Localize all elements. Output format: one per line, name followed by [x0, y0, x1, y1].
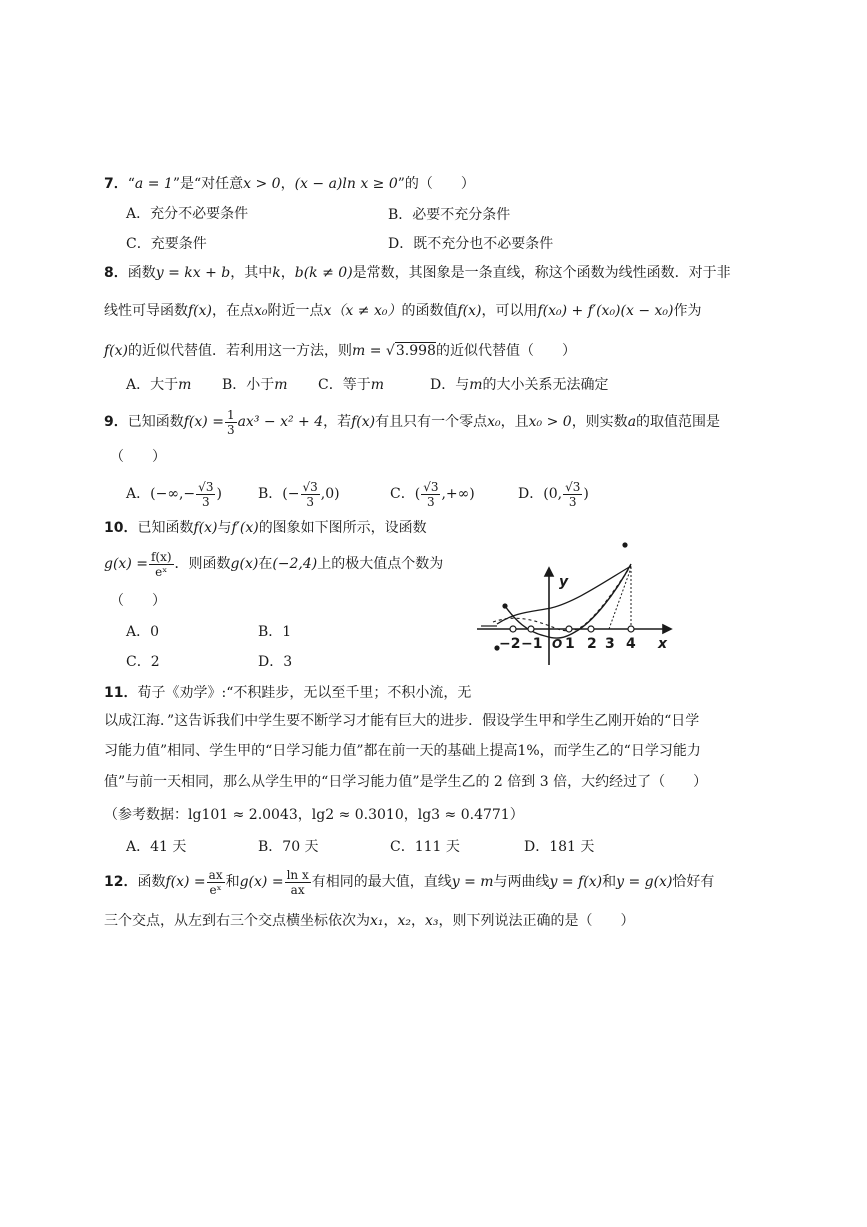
q8-option-a: A．大于m — [126, 377, 192, 393]
q7-stem: 7．“a = 1”是“对任意x > 0，(x − a)ln x ≥ 0”的（ ） — [104, 176, 475, 192]
q7-option-a: A．充分不必要条件 — [126, 206, 249, 222]
q9-number: 9． — [104, 414, 128, 430]
q9-option-a: A．(−∞,− $\frac{√3}{3}$ ) — [126, 479, 222, 509]
q8-line2: 线性可导函数f(x)，在点x₀附近一点x（x ≠ x₀）的函数值f(x)，可以用f(x₀) + f′(x₀)(x − x₀)作为 — [104, 303, 702, 319]
q7-option-b: B．必要不充分条件 — [388, 207, 511, 223]
tick-label: −1 — [521, 636, 543, 652]
q8-option-c: C．等于m — [318, 377, 384, 393]
q9-option-c: C．( $\frac{√3}{3}$ ,+∞) — [390, 479, 475, 509]
q10-option-d: D．3 — [258, 654, 293, 670]
tick-label: 1 — [565, 636, 575, 652]
tick-label: 2 — [587, 636, 597, 652]
y-axis-arrow — [545, 568, 553, 576]
q11-line4: 值”与前一天相同，那么从学生甲的“日学习能力值”是学生乙的 2 倍到 3 倍，大约经过了（ ） — [104, 774, 708, 790]
tick-label: 4 — [626, 636, 636, 652]
q11-line3: 习能力值”相同、学生甲的“日学习能力值”都在前一天的基础上提高1%，而学生乙的“日学习能力 — [104, 743, 701, 759]
tick-marker — [528, 626, 534, 632]
q8-option-b: B．小于m — [222, 377, 288, 393]
q10-paren: （ ） — [110, 593, 166, 609]
q11-option-b: B．70 天 — [258, 839, 319, 855]
tick-label: −2 — [499, 636, 521, 652]
q11-option-a: A．41 天 — [126, 839, 187, 855]
q10-option-b: B．1 — [258, 624, 292, 640]
q10-line2: g(x) = $\frac{f(x)}{\text{eˣ}}$ ．则函数g(x)在(−2,4)上的极大值点个数为 — [104, 549, 444, 579]
q10-number: 10． — [104, 520, 138, 536]
q10-option-c: C．2 — [126, 654, 160, 670]
q7-number: 7． — [104, 176, 128, 192]
q7-option-c: C．充要条件 — [126, 236, 207, 252]
q10-option-a: A．0 — [126, 624, 160, 640]
tick-label: 3 — [605, 636, 615, 652]
q10-function-graph — [475, 540, 675, 670]
y-axis-label: y — [559, 574, 569, 590]
q9-option-b: B．(− $\frac{√3}{3}$ ,0) — [258, 479, 340, 509]
q11-number: 11． — [104, 685, 138, 701]
q8-line1: 8．函数y = kx + b，其中k，b(k ≠ 0)是常数，其图象是一条直线，称这个函数为线性函数．对于非 — [104, 265, 731, 281]
q7-option-d: D．既不充分也不必要条件 — [388, 236, 554, 252]
q11-line2: 以成江海．”这告诉我们中学生要不断学习才能有巨大的进步．假设学生甲和学生乙刚开始的“日学 — [104, 713, 700, 729]
curve-endpoint — [622, 542, 627, 547]
x-axis-arrow — [663, 625, 671, 633]
curve-endpoint — [502, 603, 507, 608]
q9-paren: （ ） — [110, 449, 166, 465]
q11-option-c: C．111 天 — [390, 839, 460, 855]
tick-marker — [510, 626, 516, 632]
tick-marker — [628, 626, 634, 632]
q9-option-d: D．(0, $\frac{√3}{3}$ ) — [518, 479, 589, 509]
tick-marker — [566, 626, 572, 632]
tick-label: O — [552, 637, 563, 651]
q12-line1: 12．函数f(x) = $\frac{ax}{\text{eˣ}}$ 和g(x) = $\frac{\text{ln x}}{ax}$ 有相同的最大值，直线y = m与两曲线y = f(x)和y = g(x)恰好有 — [104, 867, 715, 897]
q9-stem: 9．已知函数f(x) = $\frac{1}{3}$ ax³ − x² + 4，若f(x)有且只有一个零点x₀，且x₀ > 0，则实数a的取值范围是 — [104, 407, 721, 437]
x-axis-label: x — [658, 636, 668, 652]
q11-line1: 11．荀子《劝学》:“不积跬步，无以至千里；不积小流，无 — [104, 685, 472, 701]
q8-option-d: D．与m的大小关系无法确定 — [430, 377, 609, 393]
q11-reference-data: （参考数据：lg101 ≈ 2.0043，lg2 ≈ 0.3010，lg3 ≈ 0.4771） — [104, 807, 524, 823]
q7-cond-eq: a = 1 — [134, 176, 173, 192]
q8-number: 8． — [104, 265, 128, 281]
q12-number: 12． — [104, 874, 138, 890]
q10-line1: 10．已知函数f(x)与f′(x)的图象如下图所示，设函数 — [104, 520, 427, 536]
q12-line2: 三个交点，从左到右三个交点横坐标依次为x₁，x₂，x₃，则下列说法正确的是（ ） — [104, 913, 635, 929]
q11-option-d: D．181 天 — [524, 839, 595, 855]
tick-marker — [588, 626, 594, 632]
q8-line3: f(x)的近似代替值．若利用这一方法，则m = √3.998的近似代替值（ ） — [104, 343, 576, 359]
